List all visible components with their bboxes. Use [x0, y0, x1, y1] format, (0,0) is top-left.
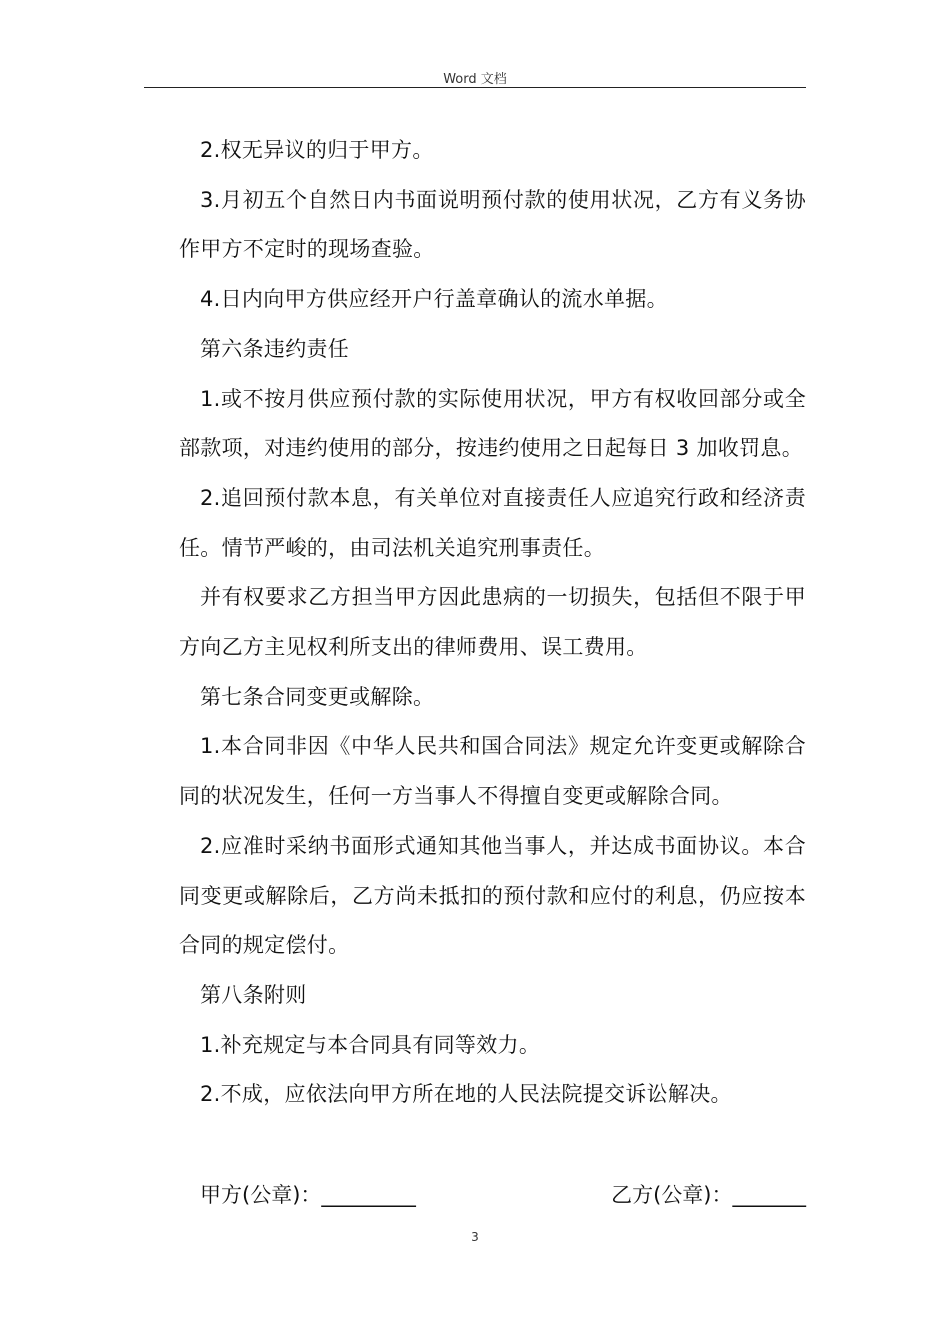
page-header-title: Word 文档	[443, 72, 507, 87]
paragraph: 4.日内向甲方供应经开户行盖章确认的流水单据。	[200, 287, 668, 312]
party-b-seal-line: 乙方(公章)：_______	[611, 1183, 806, 1207]
signature-row	[179, 1170, 806, 1220]
paragraph: 2.应准时采纳书面形式通知其他当事人，并达成书面协议。本合同变更或解除后，乙方尚未抵扣的预付款和应付的利息，仍应按本合同的规定偿付。	[179, 833, 806, 958]
page-number: 3	[471, 1230, 479, 1244]
paragraph: 1.本合同非因《中华人民共和国合同法》规定允许变更或解除合同的状况发生，任何一方当事人不得擅自变更或解除合同。	[179, 734, 806, 809]
paragraph: 2.不成，应依法向甲方所在地的人民法院提交诉讼解决。	[200, 1082, 732, 1107]
paragraph: 并有权要求乙方担当甲方因此患病的一切损失，包括但不限于甲方向乙方主见权利所支出的律师费用、误工费用。	[179, 585, 806, 660]
document-body	[179, 126, 806, 1120]
paragraph: 2.追回预付款本息，有关单位对直接责任人应追究行政和经济责任。情节严峻的，由司法机关追究刑事责任。	[179, 485, 806, 560]
paragraph: 1.或不按月供应预付款的实际使用状况，甲方有权收回部分或全部款项，对违约使用的部分，按违约使用之日起每日 3 加收罚息。	[179, 386, 806, 461]
paragraph: 3.月初五个自然日内书面说明预付款的使用状况，乙方有义务协作甲方不定时的现场查验。	[179, 187, 806, 262]
paragraph: 2.权无异议的归于甲方。	[200, 138, 434, 162]
header-divider	[144, 87, 806, 88]
section-heading: 第七条合同变更或解除。	[200, 684, 435, 709]
section-heading: 第六条违约责任	[200, 336, 350, 361]
paragraph: 1.补充规定与本合同具有同等效力。	[200, 1032, 541, 1057]
section-heading: 第八条附则	[200, 982, 307, 1007]
party-a-seal-line: 甲方(公章)：_________	[200, 1183, 416, 1207]
